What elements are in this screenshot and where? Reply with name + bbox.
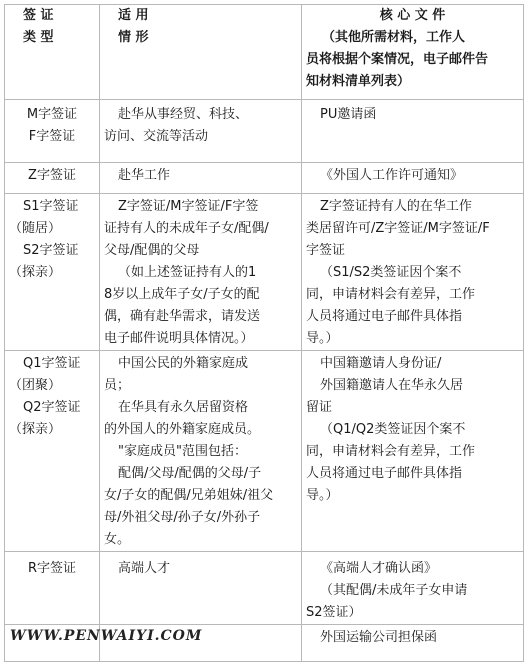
cell-docs <box>302 194 524 351</box>
situation-line: 中国公民的外籍家庭成 <box>118 356 249 371</box>
situation-line: 父母/配偶的父母 <box>104 243 200 258</box>
header-visa-type <box>5 5 100 100</box>
table-row-mf <box>5 100 524 163</box>
cell-situation <box>100 100 302 163</box>
header-core-docs-note-2: 员将根据个案情况，电子邮件告 <box>306 52 489 67</box>
situation-line: 在华具有永久居留资格 <box>118 400 249 415</box>
situation-line: 配偶/父母/配偶的父母/子 <box>118 466 262 481</box>
cell-situation <box>100 351 302 552</box>
type-line: （随居） <box>9 221 62 236</box>
type-line: Q2字签证 <box>23 400 81 415</box>
type-line: M字签证 <box>26 107 78 122</box>
docs-line: 同，申请材料会有差异，工作 <box>306 287 476 302</box>
docs-line: （S1/S2类签证因个案不 <box>320 265 462 280</box>
situation-line: 访问、交流等活动 <box>104 129 209 144</box>
docs-line: Z字签证持有人的在华工作 <box>320 199 472 214</box>
table-row-q <box>5 351 524 552</box>
docs-line: （其配偶/未成年子女申请 <box>320 583 468 598</box>
docs-line: 中国籍邀请人身份证/ <box>320 356 442 371</box>
docs-line: 字签证 <box>306 243 346 258</box>
cell-type <box>5 194 100 351</box>
type-line: Z字签证 <box>28 168 76 183</box>
type-line: R字签证 <box>27 561 77 576</box>
table-row-z <box>5 163 524 194</box>
situation-line: 证持有人的未成年子女/配偶/ <box>104 221 269 236</box>
type-line: Q1字签证 <box>23 356 81 371</box>
docs-line: S2签证） <box>306 605 362 620</box>
docs-line: 人员将通过电子邮件具体指 <box>306 309 463 324</box>
header-core-docs-note-3: 知材料清单列表） <box>306 74 411 89</box>
table-row-s <box>5 194 524 351</box>
docs-line: 留证 <box>306 400 333 415</box>
situation-line: 母/外祖父母/孙子女/外孙子 <box>104 510 261 525</box>
watermark: WWW.PENWAIYI.COM <box>10 628 203 644</box>
cell-docs <box>302 625 524 662</box>
cell-docs <box>302 351 524 552</box>
situation-line: "家庭成员"范围包括： <box>118 444 247 459</box>
header-core-docs-title: 核 心 文 件 <box>379 8 446 23</box>
situation-line: 女。 <box>104 532 131 547</box>
situation-line: （如上述签证持有人的1 <box>118 265 257 280</box>
situation-line: Z字签证/M字签证/F字签 <box>118 199 259 214</box>
header-situation-line1: 适 用 <box>118 8 149 23</box>
cell-docs <box>302 100 524 163</box>
situation-line: 赴华从事经贸、科技、 <box>118 107 249 122</box>
cell-situation <box>100 163 302 194</box>
situation-line: 赴华工作 <box>118 168 171 183</box>
docs-line: 外国籍邀请人在华永久居 <box>320 378 464 393</box>
header-core-docs-note-1: （其他所需材料，工作人 <box>322 30 466 45</box>
situation-line: 员； <box>104 378 131 393</box>
cell-situation <box>100 194 302 351</box>
situation-line: 女/子女的配偶/兄弟姐妹/祖父 <box>104 488 274 503</box>
cell-docs <box>302 163 524 194</box>
type-line: （探亲） <box>9 265 62 280</box>
docs-line: 导。） <box>306 331 339 346</box>
cell-situation <box>100 552 302 625</box>
situation-line: 8岁以上成年子女/子女的配 <box>104 287 260 302</box>
cell-type <box>5 100 100 163</box>
cell-type <box>5 163 100 194</box>
table-row-r <box>5 552 524 625</box>
header-row <box>5 5 524 100</box>
header-situation <box>100 5 302 100</box>
docs-line: （Q1/Q2类签证因个案不 <box>320 422 466 437</box>
cell-type <box>5 351 100 552</box>
visa-table <box>4 4 524 662</box>
header-core-docs <box>302 5 524 100</box>
header-visa-type-line1: 签 证 <box>23 8 54 23</box>
type-line: （团聚） <box>9 378 62 393</box>
docs-line: 导。） <box>306 488 339 503</box>
situation-line: 的外国人的外籍家庭成员。 <box>104 422 261 437</box>
docs-line: 《高端人才确认函》 <box>320 561 438 576</box>
situation-line: 偶，确有赴华需求，请发送 <box>104 309 261 324</box>
situation-line: 高端人才 <box>118 561 171 576</box>
docs-line: 同，申请材料会有差异，工作 <box>306 444 476 459</box>
docs-line: 《外国人工作许可通知》 <box>320 168 464 183</box>
type-line: S2字签证 <box>23 243 79 258</box>
cell-docs <box>302 552 524 625</box>
header-situation-line2: 情 形 <box>118 30 149 45</box>
situation-line: 电子邮件说明具体情况。） <box>104 331 254 346</box>
header-visa-type-line2: 类 型 <box>23 30 54 45</box>
docs-line: PU邀请函 <box>320 107 377 122</box>
docs-line: 人员将通过电子邮件具体指 <box>306 466 463 481</box>
cell-type <box>5 552 100 625</box>
type-line: S1字签证 <box>23 199 79 214</box>
docs-line: 外国运输公司担保函 <box>320 630 438 645</box>
docs-line: 类居留许可/Z字签证/M字签证/F <box>306 221 490 236</box>
type-line: （探亲） <box>9 422 62 437</box>
type-line: F字签证 <box>28 129 76 144</box>
